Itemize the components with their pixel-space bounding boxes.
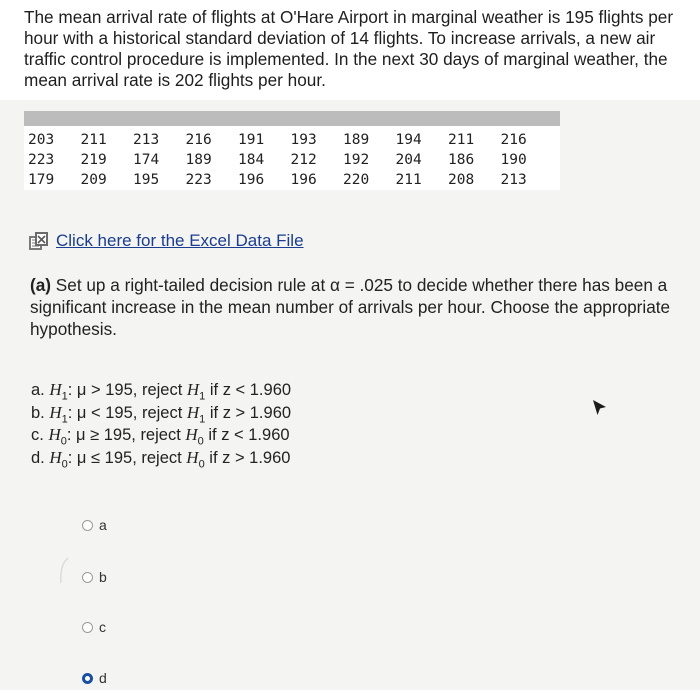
reject-symbol: H — [186, 447, 199, 467]
data-table — [24, 111, 560, 190]
data-table-header — [24, 111, 560, 126]
hypothesis-symbol: H — [49, 402, 62, 422]
radio-circle[interactable] — [82, 673, 93, 684]
table-cell: 190 — [500, 152, 527, 168]
reject-symbol: H — [185, 425, 198, 444]
hypothesis-subscript: 1 — [61, 412, 68, 425]
answer-label: d — [99, 670, 107, 686]
table-cell: 189 — [185, 152, 212, 168]
table-cell: 184 — [238, 152, 265, 168]
option-letter: d. — [31, 448, 45, 467]
decision-rule: if z < 1.960 — [205, 381, 292, 399]
hypothesis-options — [31, 379, 291, 469]
problem-text: The mean arrival rate of flights at O'Hare Airport in marginal weather is 195 flights per hour with a historical standard deviation of 14 flights. To increase arrivals, a new air traffic control procedure is implemented. In the next 30 days of marginal weather, the mean arrival rate is 202 flights per hour. — [24, 7, 674, 90]
table-cell: 209 — [80, 172, 107, 188]
option-letter: a. — [31, 381, 45, 399]
data-table-grid — [28, 130, 553, 190]
table-cell: 196 — [238, 172, 265, 188]
table-cell: 211 — [80, 132, 107, 148]
option-letter: b. — [31, 403, 45, 422]
hypothesis-relation: : μ > 195, reject — [67, 381, 187, 399]
answer-label: b — [99, 569, 107, 585]
option-a — [31, 379, 291, 402]
hypothesis-subscript: 0 — [61, 457, 68, 470]
hypothesis-relation: : μ ≤ 195, reject — [67, 448, 187, 467]
table-cell: 174 — [133, 152, 160, 168]
excel-data-link[interactable] — [28, 231, 304, 251]
reject-subscript: 0 — [197, 435, 204, 448]
option-b — [31, 402, 291, 425]
option-d — [31, 447, 291, 470]
radio-circle[interactable] — [82, 572, 93, 583]
decision-rule: if z > 1.960 — [205, 403, 292, 422]
table-cell: 195 — [133, 172, 160, 188]
answer-radio-c[interactable] — [82, 619, 106, 635]
answer-radio-d[interactable] — [82, 670, 107, 686]
hypothesis-symbol: H — [49, 380, 62, 399]
table-cell: 196 — [290, 172, 317, 188]
hypothesis-relation: : μ < 195, reject — [67, 403, 187, 422]
table-cell: 216 — [500, 132, 527, 148]
table-cell: 204 — [395, 152, 422, 168]
reject-symbol: H — [186, 402, 200, 422]
table-cell: 213 — [500, 172, 527, 188]
table-cell: 213 — [133, 132, 160, 148]
table-cell: 179 — [28, 172, 55, 188]
question-body: Set up a right-tailed decision rule at α = .025 to decide whether there has been a significant increase in the mean number of arrivals per hour. Choose the appropriate hypothesis. — [30, 275, 671, 339]
table-cell: 186 — [448, 152, 475, 168]
radio-circle[interactable] — [82, 520, 93, 531]
table-cell: 203 — [28, 132, 55, 148]
hypothesis-subscript: 0 — [60, 435, 67, 448]
decision-rule: if z > 1.960 — [204, 448, 291, 467]
reject-subscript: 1 — [199, 390, 206, 403]
table-row — [28, 130, 553, 150]
spreadsheet-icon — [28, 231, 50, 251]
hypothesis-symbol: H — [48, 425, 61, 444]
table-cell: 211 — [448, 132, 475, 148]
table-cell: 223 — [28, 152, 55, 168]
reject-subscript: 0 — [198, 457, 205, 470]
excel-link-label[interactable]: Click here for the Excel Data File — [56, 231, 304, 250]
decision-rule: if z < 1.960 — [203, 426, 290, 444]
table-cell: 208 — [448, 172, 475, 188]
option-letter: c. — [31, 426, 44, 444]
table-cell: 219 — [80, 152, 107, 168]
answer-radio-a[interactable] — [82, 517, 107, 533]
reject-subscript: 1 — [199, 412, 206, 425]
table-cell: 189 — [343, 132, 370, 148]
answer-label: c — [99, 619, 106, 635]
table-row — [28, 170, 553, 190]
mouse-pointer-icon — [591, 399, 609, 417]
table-cell: 223 — [185, 172, 212, 188]
table-cell: 212 — [290, 152, 317, 168]
table-cell: 211 — [395, 172, 422, 188]
option-c — [31, 424, 291, 447]
table-cell: 194 — [395, 132, 422, 148]
radio-circle[interactable] — [82, 622, 93, 633]
table-row — [28, 150, 553, 170]
question-part-label: (a) — [30, 275, 52, 295]
hypothesis-subscript: 1 — [61, 390, 68, 403]
table-cell: 216 — [185, 132, 212, 148]
answer-label: a — [99, 517, 107, 533]
pencil-mark — [57, 556, 71, 586]
table-cell: 220 — [343, 172, 370, 188]
table-cell: 193 — [290, 132, 317, 148]
problem-statement — [0, 0, 700, 100]
hypothesis-relation: : μ ≥ 195, reject — [66, 426, 186, 444]
table-cell: 192 — [343, 152, 370, 168]
hypothesis-symbol: H — [49, 447, 62, 467]
table-cell: 191 — [238, 132, 265, 148]
question-text — [30, 274, 690, 340]
reject-symbol: H — [186, 380, 200, 399]
answer-radio-b[interactable] — [82, 569, 107, 585]
